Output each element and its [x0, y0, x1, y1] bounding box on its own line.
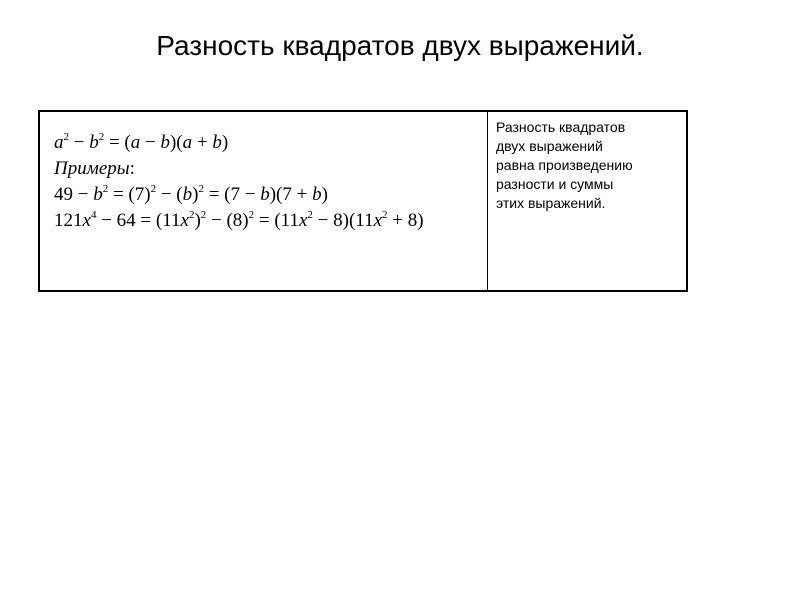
example-1: $49 - b^2 = (7)^2 - (b)^2 = (7 - b)(7 + b)$	[54, 183, 328, 205]
formula-table	[38, 110, 688, 292]
description-line: Разность квадратов	[496, 119, 626, 135]
description-line: двух выражений	[496, 138, 603, 154]
examples-heading: Примеры:	[54, 158, 135, 179]
slide-title: Разность квадратов двух выражений.	[156, 30, 644, 61]
description-line: равна произведению	[496, 157, 633, 173]
example-2: $121x^4 - 64 = (11x^2)^2 - (8)^2 = (11x^2 - 8)(11x^2 + 8)$	[54, 209, 424, 231]
formula-cell	[40, 112, 488, 290]
description-line: разности и суммы	[496, 176, 614, 192]
description-line: этих выражений.	[496, 195, 606, 211]
description-cell	[488, 112, 686, 290]
identity-formula: $a^2 - b^2 = (a - b)(a + b)$	[54, 131, 229, 153]
